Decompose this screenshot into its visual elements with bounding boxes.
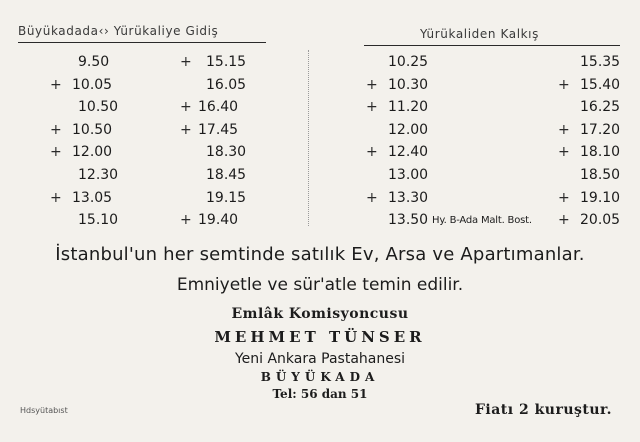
plus-mark: + xyxy=(558,121,570,138)
agent-town: BÜYÜKADA xyxy=(260,370,380,384)
route-note: Hy. B-Ada Malt. Bost. xyxy=(432,215,532,227)
timetable-row xyxy=(0,122,640,145)
timetable-row xyxy=(0,77,640,100)
plus-mark: + xyxy=(558,189,570,206)
plus-mark: + xyxy=(558,76,570,93)
departure-time: 10.25 xyxy=(388,54,429,70)
plus-mark: + xyxy=(558,212,570,229)
timetable-row xyxy=(0,54,640,77)
departure-time: 15.15 xyxy=(206,54,247,70)
right-column-header: Yürükaliden Kalkış xyxy=(420,27,539,41)
plus-mark: + xyxy=(180,121,192,138)
departure-time: 18.30 xyxy=(206,144,247,161)
plus-mark: + xyxy=(180,54,192,70)
departure-time: 12.30 xyxy=(78,166,119,183)
departure-time: 9.50 xyxy=(78,54,110,70)
departure-time: 10.50 xyxy=(78,99,119,116)
timetable-row xyxy=(0,190,640,213)
plus-mark: + xyxy=(50,144,62,161)
plus-mark: + xyxy=(50,189,62,206)
plus-mark: + xyxy=(366,144,378,161)
agent-name: MEHMET TÜNSER xyxy=(214,328,426,346)
departure-time: 13.50 xyxy=(388,212,429,229)
departure-time: 10.05 xyxy=(72,76,113,93)
departure-time: 12.00 xyxy=(388,121,429,138)
left-column-header: Büyükadada‹› Yürükaliye Gidiş xyxy=(18,24,219,38)
right-header-rule xyxy=(364,45,620,46)
departure-time: 10.50 xyxy=(72,121,113,138)
departure-time: 10.30 xyxy=(388,76,429,93)
plus-mark: + xyxy=(180,212,192,229)
timetable-row xyxy=(0,167,640,190)
departure-time: 13.05 xyxy=(72,189,113,206)
timetable-row xyxy=(0,144,640,167)
plus-mark: + xyxy=(50,121,62,138)
agent-phone: Tel: 56 dan 51 xyxy=(272,387,368,401)
plus-mark: + xyxy=(50,76,62,93)
price-note: Fiatı 2 kuruştur. xyxy=(474,402,612,418)
departure-time: 19.10 xyxy=(580,189,621,206)
agent-address: Yeni Ankara Pastahanesi xyxy=(234,351,406,367)
plus-mark: + xyxy=(366,99,378,116)
departure-time: 17.45 xyxy=(198,121,239,138)
departure-time: 18.10 xyxy=(580,144,621,161)
printer-credit: Hdsyütabıst xyxy=(20,406,68,415)
departure-time: 16.25 xyxy=(580,99,621,116)
departure-time: 16.05 xyxy=(206,76,247,93)
departure-time: 13.30 xyxy=(388,189,429,206)
plus-mark: + xyxy=(366,76,378,93)
departure-time: 15.35 xyxy=(580,54,621,70)
departure-time: 19.15 xyxy=(206,189,247,206)
departure-time: 11.20 xyxy=(388,99,429,116)
departure-time: 15.40 xyxy=(580,76,621,93)
departure-time: 19.40 xyxy=(198,212,239,229)
plus-mark: + xyxy=(366,189,378,206)
left-header-rule xyxy=(18,42,266,43)
agent-title: Emlâk Komisyoncusu xyxy=(231,306,409,322)
departure-time: 18.45 xyxy=(206,166,247,183)
timetable-row xyxy=(0,99,640,122)
right-times xyxy=(0,54,640,235)
departure-time: 13.00 xyxy=(388,166,429,183)
plus-mark: + xyxy=(180,99,192,116)
departure-time: 15.10 xyxy=(78,212,119,229)
timetable-row xyxy=(0,212,640,235)
departure-time: 12.40 xyxy=(388,144,429,161)
departure-time: 17.20 xyxy=(580,121,621,138)
ad-subline: Emniyetle ve sür'atle temin edilir. xyxy=(176,275,464,295)
departure-time: 16.40 xyxy=(198,99,239,116)
departure-time: 12.00 xyxy=(72,144,113,161)
departure-time: 20.05 xyxy=(580,212,621,229)
ad-headline: İstanbul'un her semtinde satılık Ev, Arsa ve Apartımanlar. xyxy=(55,244,585,265)
departure-time: 18.50 xyxy=(580,166,621,183)
plus-mark: + xyxy=(558,144,570,161)
